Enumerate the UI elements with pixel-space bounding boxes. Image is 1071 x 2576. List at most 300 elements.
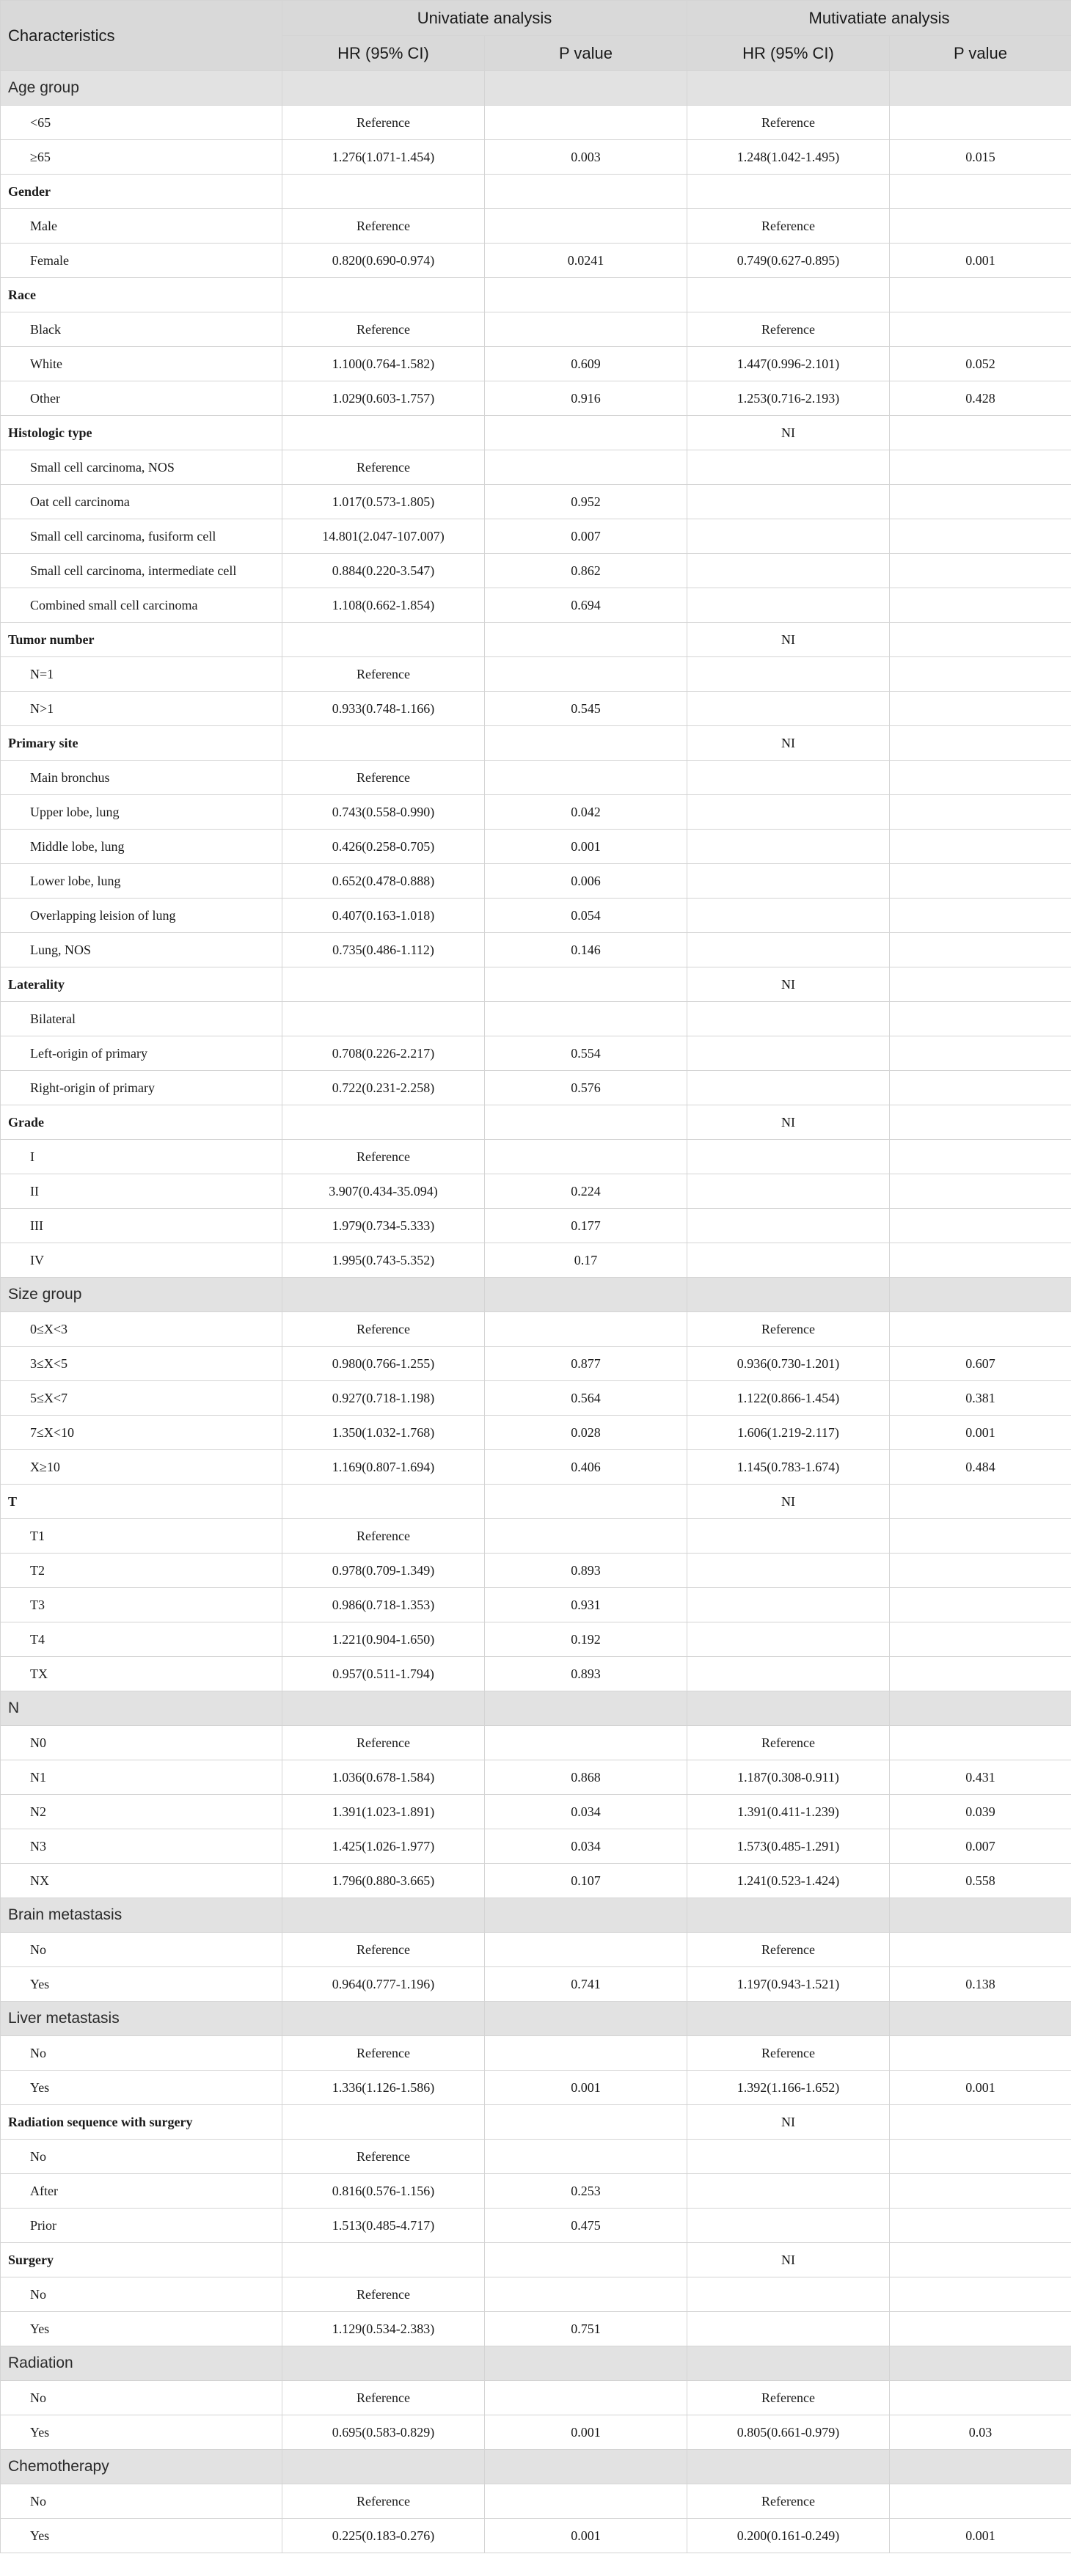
- table-row: [1, 2140, 1071, 2174]
- group-header-row: [1, 278, 1071, 312]
- group-header-row: [1, 2346, 1071, 2381]
- characteristic-cell: After: [1, 2174, 282, 2209]
- multivariate-hr-cell: [687, 519, 890, 554]
- characteristics-header: Characteristics: [1, 1, 282, 71]
- table-row: [1, 1657, 1071, 1691]
- characteristic-cell: 3≤X<5: [1, 1347, 282, 1381]
- table-row: [1, 1967, 1071, 2002]
- characteristic-cell: Radiation: [1, 2346, 282, 2381]
- table-row: [1, 588, 1071, 623]
- table-row: [1, 1760, 1071, 1795]
- univariate-hr-cell: 0.426(0.258-0.705): [282, 830, 485, 864]
- univariate-p-cell: [485, 1726, 687, 1760]
- univariate-p-cell: 0.001: [485, 2071, 687, 2105]
- multivariate-hr-cell: 1.606(1.219-2.117): [687, 1416, 890, 1450]
- characteristic-cell: Upper lobe, lung: [1, 795, 282, 830]
- univariate-p-cell: 0.224: [485, 1174, 687, 1209]
- univariate-hr-cell: 1.276(1.071-1.454): [282, 140, 485, 175]
- multivariate-p-header: P value: [890, 36, 1071, 71]
- univariate-hr-cell: [282, 1691, 485, 1726]
- multivariate-hr-cell: [687, 899, 890, 933]
- multivariate-hr-cell: Reference: [687, 209, 890, 244]
- univariate-hr-cell: 0.652(0.478-0.888): [282, 864, 485, 899]
- multivariate-p-cell: [890, 899, 1071, 933]
- multivariate-p-cell: 0.052: [890, 347, 1071, 381]
- header-row-groups: [1, 1, 1071, 36]
- table-row: [1, 209, 1071, 244]
- multivariate-hr-cell: [687, 554, 890, 588]
- characteristic-cell: Black: [1, 312, 282, 347]
- multivariate-p-cell: [890, 864, 1071, 899]
- univariate-p-cell: [485, 278, 687, 312]
- univariate-hr-cell: 0.927(0.718-1.198): [282, 1381, 485, 1416]
- multivariate-hr-cell: [687, 1209, 890, 1243]
- characteristic-cell: Primary site: [1, 726, 282, 761]
- univariate-p-cell: 0.741: [485, 1967, 687, 2002]
- table-row: [1, 347, 1071, 381]
- multivariate-p-cell: 0.001: [890, 2519, 1071, 2553]
- univariate-p-cell: 0.893: [485, 1657, 687, 1691]
- multivariate-hr-cell: Reference: [687, 106, 890, 140]
- characteristic-cell: 5≤X<7: [1, 1381, 282, 1416]
- table-row: [1, 1140, 1071, 1174]
- multivariate-p-cell: [890, 623, 1071, 657]
- characteristic-cell: NX: [1, 1864, 282, 1898]
- characteristic-cell: Tumor number: [1, 623, 282, 657]
- univariate-hr-cell: 1.391(1.023-1.891): [282, 1795, 485, 1829]
- univariate-hr-cell: Reference: [282, 2140, 485, 2174]
- table-row: [1, 485, 1071, 519]
- table-row: [1, 1002, 1071, 1036]
- characteristic-cell: N3: [1, 1829, 282, 1864]
- multivariate-p-cell: [890, 1071, 1071, 1105]
- multivariate-p-cell: [890, 106, 1071, 140]
- characteristic-cell: Left-origin of primary: [1, 1036, 282, 1071]
- characteristic-cell: Age group: [1, 71, 282, 106]
- univariate-hr-cell: [282, 2002, 485, 2036]
- univariate-hr-cell: 1.100(0.764-1.582): [282, 347, 485, 381]
- univariate-hr-cell: 0.708(0.226-2.217): [282, 1036, 485, 1071]
- multivariate-hr-cell: Reference: [687, 1726, 890, 1760]
- table-row: [1, 1174, 1071, 1209]
- univariate-hr-cell: [282, 2450, 485, 2484]
- univariate-p-cell: 0.916: [485, 381, 687, 416]
- multivariate-hr-cell: 0.805(0.661-0.979): [687, 2415, 890, 2450]
- table-row: [1, 2484, 1071, 2519]
- univariate-p-cell: 0.751: [485, 2312, 687, 2346]
- univariate-hr-cell: [282, 1485, 485, 1519]
- group-header-row: [1, 1691, 1071, 1726]
- univariate-p-cell: 0.177: [485, 1209, 687, 1243]
- characteristic-cell: T1: [1, 1519, 282, 1554]
- univariate-p-cell: [485, 2036, 687, 2071]
- univariate-p-cell: 0.001: [485, 2415, 687, 2450]
- univariate-hr-cell: 1.425(1.026-1.977): [282, 1829, 485, 1864]
- multivariate-p-cell: [890, 1002, 1071, 1036]
- table-row: [1, 1071, 1071, 1105]
- multivariate-hr-cell: [687, 1691, 890, 1726]
- univariate-p-cell: 0.893: [485, 1554, 687, 1588]
- univariate-hr-cell: 14.801(2.047-107.007): [282, 519, 485, 554]
- multivariate-p-cell: [890, 2036, 1071, 2071]
- univariate-hr-cell: 0.407(0.163-1.018): [282, 899, 485, 933]
- univariate-p-cell: 0.554: [485, 1036, 687, 1071]
- multivariate-p-cell: [890, 2174, 1071, 2209]
- multivariate-hr-cell: [687, 71, 890, 106]
- multivariate-p-cell: 0.039: [890, 1795, 1071, 1829]
- multivariate-hr-cell: [687, 933, 890, 967]
- univariate-p-cell: 0.694: [485, 588, 687, 623]
- characteristic-cell: N1: [1, 1760, 282, 1795]
- univariate-p-header: P value: [485, 36, 687, 71]
- table-row: [1, 864, 1071, 899]
- multivariate-hr-cell: [687, 2346, 890, 2381]
- univariate-p-cell: [485, 2450, 687, 2484]
- univariate-p-cell: [485, 450, 687, 485]
- characteristic-cell: Lung, NOS: [1, 933, 282, 967]
- multivariate-p-cell: [890, 209, 1071, 244]
- univariate-header: Univatiate analysis: [282, 1, 687, 36]
- univariate-hr-cell: 0.820(0.690-0.974): [282, 244, 485, 278]
- characteristic-cell: No: [1, 2484, 282, 2519]
- multivariate-hr-cell: 1.241(0.523-1.424): [687, 1864, 890, 1898]
- univariate-p-cell: 0.006: [485, 864, 687, 899]
- characteristic-cell: Female: [1, 244, 282, 278]
- multivariate-p-cell: 0.015: [890, 140, 1071, 175]
- univariate-hr-cell: Reference: [282, 657, 485, 692]
- multivariate-p-cell: [890, 1898, 1071, 1933]
- univariate-hr-cell: Reference: [282, 2036, 485, 2071]
- multivariate-p-cell: 0.428: [890, 381, 1071, 416]
- multivariate-hr-cell: [687, 2312, 890, 2346]
- univariate-p-cell: [485, 1312, 687, 1347]
- univariate-p-cell: 0.034: [485, 1795, 687, 1829]
- univariate-p-cell: 0.146: [485, 933, 687, 967]
- multivariate-hr-cell: Reference: [687, 2036, 890, 2071]
- characteristic-cell: Male: [1, 209, 282, 244]
- multivariate-hr-cell: [687, 1071, 890, 1105]
- univariate-hr-cell: Reference: [282, 1140, 485, 1174]
- group-header-row: [1, 71, 1071, 106]
- group-header-row: [1, 1485, 1071, 1519]
- univariate-p-cell: [485, 1485, 687, 1519]
- univariate-p-cell: [485, 312, 687, 347]
- characteristic-cell: Liver metastasis: [1, 2002, 282, 2036]
- multivariate-hr-cell: 1.573(0.485-1.291): [687, 1829, 890, 1864]
- multivariate-hr-cell: Reference: [687, 2381, 890, 2415]
- characteristic-cell: Laterality: [1, 967, 282, 1002]
- univariate-p-cell: [485, 1519, 687, 1554]
- multivariate-hr-cell: [687, 485, 890, 519]
- univariate-p-cell: 0.545: [485, 692, 687, 726]
- univariate-hr-cell: [282, 623, 485, 657]
- multivariate-p-cell: [890, 1140, 1071, 1174]
- multivariate-hr-cell: Reference: [687, 1312, 890, 1347]
- multivariate-p-cell: [890, 1243, 1071, 1278]
- characteristic-cell: Other: [1, 381, 282, 416]
- multivariate-hr-cell: [687, 795, 890, 830]
- univariate-hr-cell: [282, 278, 485, 312]
- univariate-p-cell: [485, 2140, 687, 2174]
- univariate-p-cell: 0.877: [485, 1347, 687, 1381]
- characteristic-cell: Yes: [1, 2071, 282, 2105]
- univariate-p-cell: [485, 2381, 687, 2415]
- table-row: [1, 1416, 1071, 1450]
- characteristic-cell: TX: [1, 1657, 282, 1691]
- table-row: [1, 2209, 1071, 2243]
- table-row: [1, 2174, 1071, 2209]
- characteristic-cell: No: [1, 2036, 282, 2071]
- univariate-hr-cell: [282, 1278, 485, 1312]
- table-row: [1, 106, 1071, 140]
- multivariate-hr-cell: [687, 830, 890, 864]
- characteristic-cell: ≥65: [1, 140, 282, 175]
- table-row: [1, 1450, 1071, 1485]
- multivariate-hr-cell: [687, 2002, 890, 2036]
- univariate-hr-cell: [282, 175, 485, 209]
- multivariate-hr-cell: [687, 2450, 890, 2484]
- univariate-p-cell: 0.868: [485, 1760, 687, 1795]
- univariate-hr-cell: 0.980(0.766-1.255): [282, 1347, 485, 1381]
- univariate-p-cell: 0.253: [485, 2174, 687, 2209]
- multivariate-hr-cell: 0.200(0.161-0.249): [687, 2519, 890, 2553]
- multivariate-hr-cell: 1.145(0.783-1.674): [687, 1450, 890, 1485]
- multivariate-hr-cell: [687, 761, 890, 795]
- univariate-hr-cell: [282, 967, 485, 1002]
- table-row: [1, 1243, 1071, 1278]
- multivariate-hr-cell: [687, 1002, 890, 1036]
- multivariate-p-cell: [890, 657, 1071, 692]
- univariate-p-cell: 0.054: [485, 899, 687, 933]
- table-row: [1, 2277, 1071, 2312]
- table-row: [1, 1209, 1071, 1243]
- univariate-hr-cell: 0.225(0.183-0.276): [282, 2519, 485, 2553]
- univariate-p-cell: 0.17: [485, 1243, 687, 1278]
- univariate-p-cell: [485, 209, 687, 244]
- multivariate-header: Mutivatiate analysis: [687, 1, 1071, 36]
- table-row: [1, 312, 1071, 347]
- multivariate-hr-cell: [687, 2209, 890, 2243]
- multivariate-p-cell: [890, 1036, 1071, 1071]
- group-header-row: [1, 1278, 1071, 1312]
- multivariate-hr-cell: 1.391(0.411-1.239): [687, 1795, 890, 1829]
- characteristic-cell: Main bronchus: [1, 761, 282, 795]
- multivariate-p-cell: 0.007: [890, 1829, 1071, 1864]
- group-header-row: [1, 2450, 1071, 2484]
- multivariate-p-cell: [890, 830, 1071, 864]
- multivariate-hr-cell: NI: [687, 1485, 890, 1519]
- characteristic-cell: X≥10: [1, 1450, 282, 1485]
- characteristic-cell: Yes: [1, 2415, 282, 2450]
- table-row: [1, 140, 1071, 175]
- univariate-hr-header: HR (95% CI): [282, 36, 485, 71]
- multivariate-p-cell: [890, 1933, 1071, 1967]
- univariate-hr-cell: 1.169(0.807-1.694): [282, 1450, 485, 1485]
- characteristic-cell: N: [1, 1691, 282, 1726]
- multivariate-p-cell: [890, 1105, 1071, 1140]
- univariate-p-cell: 0.0241: [485, 244, 687, 278]
- multivariate-hr-cell: 1.392(1.166-1.652): [687, 2071, 890, 2105]
- group-header-row: [1, 2243, 1071, 2277]
- univariate-p-cell: 0.107: [485, 1864, 687, 1898]
- univariate-p-cell: 0.007: [485, 519, 687, 554]
- univariate-p-cell: 0.931: [485, 1588, 687, 1622]
- characteristic-cell: Race: [1, 278, 282, 312]
- characteristic-cell: N=1: [1, 657, 282, 692]
- univariate-hr-cell: [282, 71, 485, 106]
- univariate-p-cell: 0.862: [485, 554, 687, 588]
- table-row: [1, 1795, 1071, 1829]
- univariate-p-cell: 0.001: [485, 830, 687, 864]
- table-row: [1, 2036, 1071, 2071]
- univariate-hr-cell: Reference: [282, 2277, 485, 2312]
- univariate-hr-cell: 0.978(0.709-1.349): [282, 1554, 485, 1588]
- multivariate-hr-cell: NI: [687, 2243, 890, 2277]
- univariate-p-cell: [485, 1140, 687, 1174]
- univariate-p-cell: [485, 761, 687, 795]
- group-header-row: [1, 1898, 1071, 1933]
- characteristic-cell: Lower lobe, lung: [1, 864, 282, 899]
- characteristic-cell: Yes: [1, 2312, 282, 2346]
- multivariate-hr-header: HR (95% CI): [687, 36, 890, 71]
- multivariate-p-cell: [890, 692, 1071, 726]
- univariate-hr-cell: 1.796(0.880-3.665): [282, 1864, 485, 1898]
- characteristic-cell: IV: [1, 1243, 282, 1278]
- multivariate-p-cell: [890, 485, 1071, 519]
- univariate-p-cell: [485, 1002, 687, 1036]
- univariate-hr-cell: [282, 2243, 485, 2277]
- table-row: [1, 381, 1071, 416]
- characteristic-cell: No: [1, 1933, 282, 1967]
- characteristic-cell: White: [1, 347, 282, 381]
- multivariate-hr-cell: [687, 2277, 890, 2312]
- multivariate-hr-cell: [687, 2174, 890, 2209]
- univariate-p-cell: 0.192: [485, 1622, 687, 1657]
- characteristic-cell: Bilateral: [1, 1002, 282, 1036]
- univariate-hr-cell: Reference: [282, 450, 485, 485]
- characteristic-cell: T2: [1, 1554, 282, 1588]
- group-header-row: [1, 623, 1071, 657]
- univariate-p-cell: [485, 2277, 687, 2312]
- multivariate-p-cell: [890, 2381, 1071, 2415]
- multivariate-p-cell: [890, 2277, 1071, 2312]
- characteristic-cell: II: [1, 1174, 282, 1209]
- multivariate-p-cell: [890, 1278, 1071, 1312]
- multivariate-p-cell: [890, 726, 1071, 761]
- characteristic-cell: No: [1, 2140, 282, 2174]
- multivariate-hr-cell: [687, 1622, 890, 1657]
- univariate-hr-cell: [282, 2105, 485, 2140]
- multivariate-hr-cell: Reference: [687, 1933, 890, 1967]
- multivariate-hr-cell: [687, 588, 890, 623]
- characteristic-cell: Yes: [1, 2519, 282, 2553]
- table-row: [1, 1588, 1071, 1622]
- characteristic-cell: Yes: [1, 1967, 282, 2002]
- multivariate-p-cell: 0.001: [890, 244, 1071, 278]
- univariate-p-cell: [485, 71, 687, 106]
- characteristic-cell: Brain metastasis: [1, 1898, 282, 1933]
- multivariate-p-cell: [890, 1588, 1071, 1622]
- table-row: [1, 761, 1071, 795]
- multivariate-hr-cell: 0.936(0.730-1.201): [687, 1347, 890, 1381]
- multivariate-p-cell: [890, 2002, 1071, 2036]
- univariate-p-cell: [485, 657, 687, 692]
- multivariate-hr-cell: [687, 175, 890, 209]
- multivariate-p-cell: 0.001: [890, 1416, 1071, 1450]
- multivariate-p-cell: [890, 1485, 1071, 1519]
- univariate-p-cell: [485, 416, 687, 450]
- univariate-p-cell: [485, 2484, 687, 2519]
- multivariate-p-cell: [890, 519, 1071, 554]
- multivariate-p-cell: [890, 967, 1071, 1002]
- characteristic-cell: T4: [1, 1622, 282, 1657]
- table-body: [1, 71, 1071, 2553]
- univariate-p-cell: 0.564: [485, 1381, 687, 1416]
- multivariate-p-cell: [890, 554, 1071, 588]
- table-row: [1, 899, 1071, 933]
- characteristic-cell: Gender: [1, 175, 282, 209]
- multivariate-hr-cell: 1.187(0.308-0.911): [687, 1760, 890, 1795]
- univariate-p-cell: 0.475: [485, 2209, 687, 2243]
- univariate-p-cell: [485, 2105, 687, 2140]
- characteristic-cell: N>1: [1, 692, 282, 726]
- characteristic-cell: N2: [1, 1795, 282, 1829]
- multivariate-hr-cell: [687, 1243, 890, 1278]
- univariate-hr-cell: 0.735(0.486-1.112): [282, 933, 485, 967]
- univariate-hr-cell: 1.108(0.662-1.854): [282, 588, 485, 623]
- univariate-hr-cell: [282, 2346, 485, 2381]
- multivariate-hr-cell: [687, 1174, 890, 1209]
- multivariate-hr-cell: 1.447(0.996-2.101): [687, 347, 890, 381]
- univariate-p-cell: [485, 2243, 687, 2277]
- multivariate-p-cell: [890, 2450, 1071, 2484]
- univariate-hr-cell: [282, 1898, 485, 1933]
- multivariate-hr-cell: NI: [687, 623, 890, 657]
- multivariate-p-cell: [890, 1622, 1071, 1657]
- characteristic-cell: I: [1, 1140, 282, 1174]
- univariate-p-cell: [485, 1691, 687, 1726]
- multivariate-p-cell: [890, 416, 1071, 450]
- univariate-hr-cell: 0.695(0.583-0.829): [282, 2415, 485, 2450]
- characteristic-cell: No: [1, 2381, 282, 2415]
- characteristic-cell: Grade: [1, 1105, 282, 1140]
- multivariate-p-cell: [890, 2105, 1071, 2140]
- multivariate-hr-cell: [687, 450, 890, 485]
- multivariate-p-cell: [890, 795, 1071, 830]
- characteristic-cell: T3: [1, 1588, 282, 1622]
- multivariate-hr-cell: 1.248(1.042-1.495): [687, 140, 890, 175]
- univariate-p-cell: 0.042: [485, 795, 687, 830]
- table-row: [1, 657, 1071, 692]
- multivariate-hr-cell: 1.197(0.943-1.521): [687, 1967, 890, 2002]
- univariate-hr-cell: 0.743(0.558-0.990): [282, 795, 485, 830]
- characteristic-cell: 7≤X<10: [1, 1416, 282, 1450]
- univariate-hr-cell: 0.933(0.748-1.166): [282, 692, 485, 726]
- multivariate-p-cell: [890, 2346, 1071, 2381]
- table-row: [1, 795, 1071, 830]
- univariate-hr-cell: [282, 726, 485, 761]
- multivariate-hr-cell: [687, 1588, 890, 1622]
- univariate-hr-cell: 0.964(0.777-1.196): [282, 1967, 485, 2002]
- univariate-p-cell: 0.003: [485, 140, 687, 175]
- multivariate-p-cell: 0.558: [890, 1864, 1071, 1898]
- univariate-hr-cell: 1.513(0.485-4.717): [282, 2209, 485, 2243]
- univariate-hr-cell: [282, 1002, 485, 1036]
- multivariate-hr-cell: [687, 1519, 890, 1554]
- characteristic-cell: Combined small cell carcinoma: [1, 588, 282, 623]
- characteristic-cell: <65: [1, 106, 282, 140]
- univariate-hr-cell: 1.350(1.032-1.768): [282, 1416, 485, 1450]
